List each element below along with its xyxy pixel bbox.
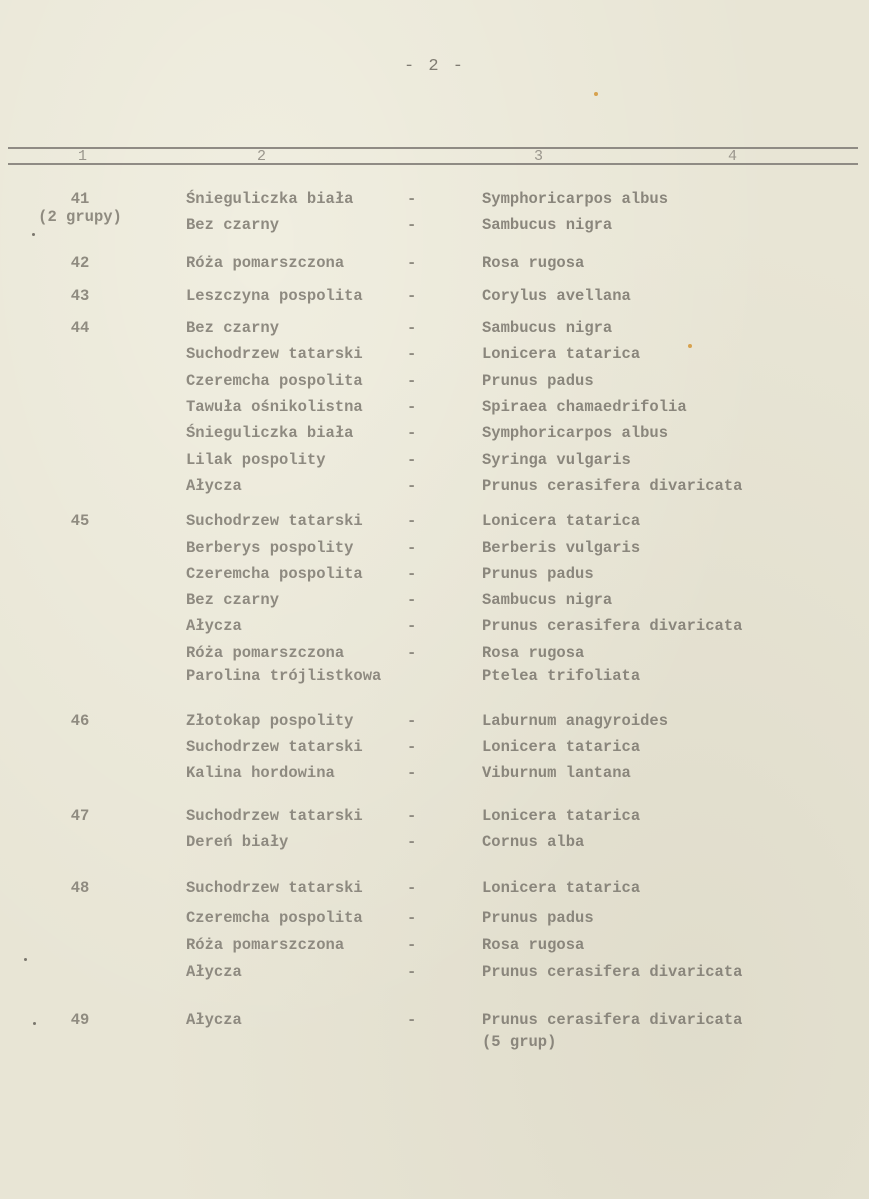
separator-dash: - [407, 712, 417, 730]
table-row [0, 420, 869, 446]
separator-dash: - [407, 254, 417, 272]
latin-name: Lonicera tatarica [482, 512, 641, 530]
polish-name: Leszczyna pospolita [186, 287, 363, 305]
polish-name: Suchodrzew tatarski [186, 512, 363, 530]
separator-dash: - [407, 963, 417, 981]
latin-name: Cornus alba [482, 833, 585, 851]
polish-name: Kalina hordowina [186, 764, 335, 782]
group-number: 44 [70, 319, 90, 337]
separator-dash: - [407, 398, 417, 416]
separator-dash: - [407, 345, 417, 363]
separator-dash: - [407, 190, 417, 208]
separator-dash: - [407, 216, 417, 234]
separator-dash: - [407, 764, 417, 782]
polish-name: Suchodrzew tatarski [186, 738, 363, 756]
group-number: 42 [70, 254, 90, 272]
table-row [0, 959, 869, 985]
paper-speck [32, 233, 35, 236]
separator-dash: - [407, 591, 417, 609]
table-row [0, 394, 869, 420]
polish-name: Bez czarny [186, 319, 280, 337]
separator-dash: - [407, 644, 417, 662]
paper-speck [594, 92, 598, 96]
separator-dash: - [407, 879, 417, 897]
separator-dash: - [407, 1011, 417, 1029]
polish-name: Róża pomarszczona [186, 644, 345, 662]
latin-name: Prunus cerasifera divaricata [482, 963, 743, 981]
separator-dash: - [407, 936, 417, 954]
group-number: 49 [70, 1011, 90, 1029]
table-row [0, 283, 869, 309]
group-number: 46 [70, 712, 90, 730]
polish-name: Ałycza [186, 963, 242, 981]
separator-dash: - [407, 451, 417, 469]
latin-name: Viburnum lantana [482, 764, 631, 782]
latin-name: Berberis vulgaris [482, 539, 641, 557]
polish-name: Tawuła ośnikolistna [186, 398, 363, 416]
polish-name: Berberys pospolity [186, 539, 354, 557]
latin-name: Prunus padus [482, 909, 594, 927]
latin-name: Prunus cerasifera divaricata [482, 1011, 743, 1029]
latin-name: Sambucus nigra [482, 591, 613, 609]
latin-name: Symphoricarpos albus [482, 190, 669, 208]
separator-dash: - [407, 319, 417, 337]
polish-name: Suchodrzew tatarski [186, 345, 363, 363]
latin-name: Ptelea trifoliata [482, 667, 641, 685]
group-number: 43 [70, 287, 90, 305]
polish-name: Bez czarny [186, 216, 280, 234]
column-header-2: 2 [257, 148, 267, 165]
table-row [0, 734, 869, 760]
latin-name: Rosa rugosa [482, 936, 585, 954]
table-row [0, 803, 869, 829]
paper-speck [688, 344, 692, 348]
polish-name: Lilak pospolity [186, 451, 326, 469]
polish-name: Bez czarny [186, 591, 280, 609]
group-count-note: (5 grup) [482, 1033, 557, 1051]
separator-dash: - [407, 807, 417, 825]
polish-name: Złotokap pospolity [186, 712, 354, 730]
latin-name: Prunus padus [482, 372, 594, 390]
table-row [0, 587, 869, 613]
polish-name: Śnieguliczka biała [186, 424, 354, 442]
table-row [0, 508, 869, 534]
paper-speck [24, 958, 27, 961]
polish-name: Suchodrzew tatarski [186, 807, 363, 825]
polish-name: Ałycza [186, 617, 242, 635]
group-note: (2 grupy) [38, 208, 122, 226]
group-number: 41 [70, 190, 90, 208]
polish-name: Ałycza [186, 1011, 242, 1029]
latin-name: Lonicera tatarica [482, 807, 641, 825]
latin-name: Spiraea chamaedrifolia [482, 398, 687, 416]
table-row [0, 932, 869, 958]
latin-name: Prunus padus [482, 565, 594, 583]
table-row [0, 447, 869, 473]
table-row [0, 473, 869, 499]
separator-dash: - [407, 512, 417, 530]
paper-speck [33, 1022, 36, 1025]
separator-dash: - [407, 372, 417, 390]
polish-name: Róża pomarszczona [186, 254, 345, 272]
separator-dash: - [407, 477, 417, 495]
group-number: 48 [70, 879, 90, 897]
latin-name: Lonicera tatarica [482, 879, 641, 897]
table-row [0, 212, 869, 238]
table-row [0, 905, 869, 931]
separator-dash: - [407, 424, 417, 442]
polish-name: Śnieguliczka biała [186, 190, 354, 208]
column-header-1: 1 [78, 148, 88, 165]
group-number: 47 [70, 807, 90, 825]
latin-name: Rosa rugosa [482, 254, 585, 272]
table-row [0, 250, 869, 276]
table-row [0, 613, 869, 639]
latin-name: Rosa rugosa [482, 644, 585, 662]
table-row [0, 341, 869, 367]
group-number: 45 [70, 512, 90, 530]
separator-dash: - [407, 539, 417, 557]
latin-name: Lonicera tatarica [482, 345, 641, 363]
table-row [0, 368, 869, 394]
latin-name: Symphoricarpos albus [482, 424, 669, 442]
polish-name: Parolina trójlistkowa [186, 667, 382, 685]
latin-name: Sambucus nigra [482, 319, 613, 337]
table-row [0, 708, 869, 734]
polish-name: Czeremcha pospolita [186, 909, 363, 927]
table-row [0, 535, 869, 561]
polish-name: Dereń biały [186, 833, 289, 851]
table-row [0, 760, 869, 786]
table-row [0, 663, 869, 689]
latin-name: Laburnum anagyroides [482, 712, 669, 730]
table-row [0, 315, 869, 341]
separator-dash: - [407, 738, 417, 756]
column-header-4: 4 [728, 148, 738, 165]
separator-dash: - [407, 565, 417, 583]
polish-name: Czeremcha pospolita [186, 372, 363, 390]
page-number: - 2 - [403, 57, 465, 76]
separator-dash: - [407, 833, 417, 851]
table-row [0, 875, 869, 901]
latin-name: Prunus cerasifera divaricata [482, 477, 743, 495]
table-row [0, 561, 869, 587]
table-row [0, 829, 869, 855]
polish-name: Ałycza [186, 477, 242, 495]
latin-name: Prunus cerasifera divaricata [482, 617, 743, 635]
latin-name: Corylus avellana [482, 287, 631, 305]
latin-name: Lonicera tatarica [482, 738, 641, 756]
column-header-3: 3 [534, 148, 544, 165]
separator-dash: - [407, 617, 417, 635]
polish-name: Czeremcha pospolita [186, 565, 363, 583]
separator-dash: - [407, 909, 417, 927]
polish-name: Suchodrzew tatarski [186, 879, 363, 897]
polish-name: Róża pomarszczona [186, 936, 345, 954]
separator-dash: - [407, 287, 417, 305]
latin-name: Syringa vulgaris [482, 451, 631, 469]
latin-name: Sambucus nigra [482, 216, 613, 234]
table-row [0, 1029, 869, 1055]
